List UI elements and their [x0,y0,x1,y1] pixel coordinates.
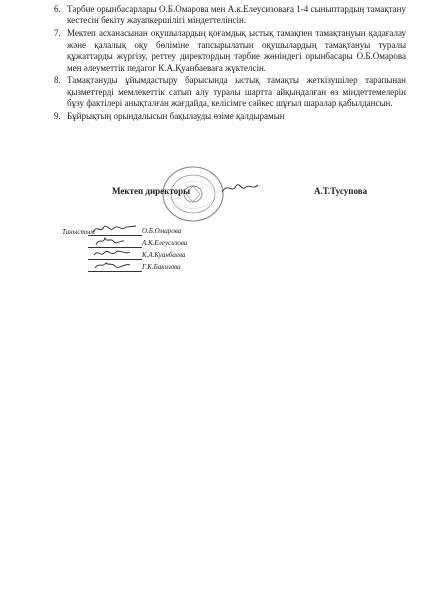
order-item-9 [54,111,406,122]
order-items [54,4,406,124]
item-text: Мектеп асханасынан оқушылардың қоғамдық ыстық тамақпен тамақтануын қадағалау және қалалық оқу бөліміне тапсырылатын оқушылардың тамақтануы туралы құжаттарды жүргізу, реттеу директордың тәрбие жөніндегі орынбасары О.Б.Омарова мен әлеуметтік педагог К.А.Қуанбаеваға жүктелсін. [67,28,406,73]
acquaintance-name: О.Б.Омарова [142,227,182,235]
director-signature-block [0,186,436,216]
director-title: Мектеп директоры [112,186,191,196]
acquaintance-row [88,262,258,273]
acquaintance-name: Г.К.Бакизова [142,263,181,271]
signature-icon [90,258,140,272]
acquaintance-name: К.А.Куанбаева [142,251,186,259]
acquaintance-name: А.К.Елеусизова [142,239,188,247]
item-number: 9. [54,111,61,122]
item-number: 6. [54,4,61,14]
item-text: Тамақтануды ұйымдастыру барысында ыстық тамақты жеткізушілер тарапынан қызметтерді мемлекеттік сатып алу туралы шартта айқындалған өз міндеттемелерін бұзу фактілері анықталған жағдайда, келісімге сәйкес шұғыл шаралар қабылдансын. [67,75,406,109]
item-number: 8. [54,75,61,86]
order-item-6 [54,4,406,27]
item-number: 7. [54,28,61,39]
item-text: Тәрбие орынбасарлары О.Б.Омарова мен А.к.Елеусизоваға 1-4 сыныптардың тамақтану кестесін бекіту жауапкершілігі міндеттелінсін. [67,4,406,26]
acquaintance-block [0,226,436,286]
order-item-8 [54,75,406,109]
director-signature-icon [220,178,260,198]
order-item-7 [54,28,406,74]
item-text: Бұйрықтың орындалысын бақылауды өзіме қалдырамын [67,111,285,122]
signature-line [88,271,142,272]
director-name: А.Т.Тусупова [314,186,368,196]
acquaintance-label: Таныстым [62,228,95,236]
